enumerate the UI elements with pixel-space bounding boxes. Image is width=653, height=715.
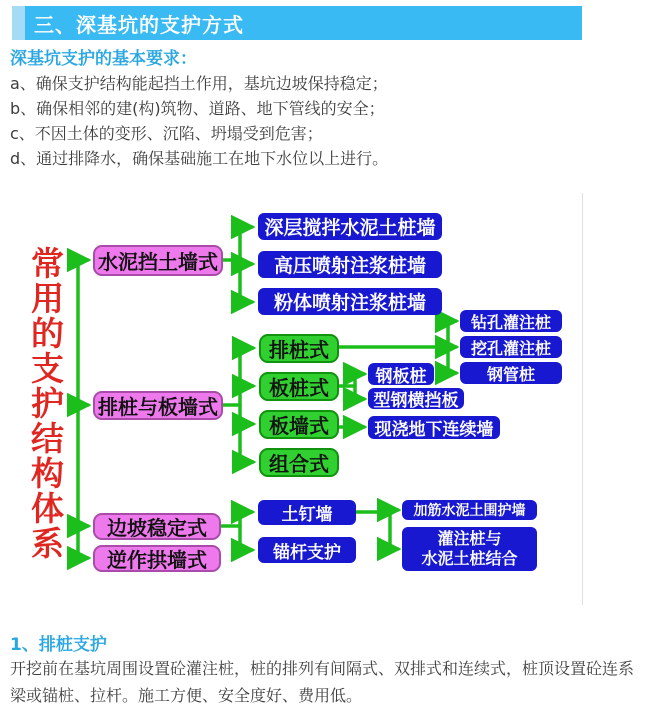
list-item-b: b、确保相邻的建(构)筑物、道路、地下管线的安全； <box>10 99 385 118</box>
node-reverse-arch-wall: 逆作拱墙式 <box>93 545 221 572</box>
combo-line2: 水泥土桩结合 <box>421 549 518 568</box>
node-slope-stability: 边坡稳定式 <box>93 513 221 540</box>
banner-accent-stripe <box>12 6 25 40</box>
node-bored-cast-pile: 钻孔灌注桩 <box>460 310 562 332</box>
intro-heading: 深基坑支护的基本要求： <box>10 49 197 69</box>
node-reinforced-cement-wall: 加筋水泥土围护墙 <box>402 500 537 520</box>
node-sheet-pile-type: 板桩式 <box>259 372 339 401</box>
node-steel-pipe-pile: 钢管桩 <box>460 362 562 384</box>
combo-line1: 灌注桩与 <box>437 529 502 548</box>
node-powder-jet-grouting: 粉体喷射注浆桩墙 <box>258 288 442 315</box>
node-cement-retaining-wall: 水泥挡土墙式 <box>93 245 223 276</box>
node-cast-pile-cement-combo <box>402 527 537 571</box>
node-deep-mixing-pile-wall: 深层搅拌水泥土桩墙 <box>258 213 442 240</box>
section1-paragraph: 开挖前在基坑周围设置砼灌注桩，桩的排列有间隔式、双排式和连续式，桩顶设置砼连系梁或锚桩、拉杆。施工方便、安全度好、费用低。 <box>10 659 635 705</box>
node-steel-sheet-pile: 钢板桩 <box>368 363 434 385</box>
section1-heading: 1、排桩支护 <box>10 635 107 655</box>
node-cast-diaphragm-wall: 现浇地下连续墙 <box>368 416 500 439</box>
node-anchor-rod-support: 锚杆支护 <box>258 537 356 563</box>
diagram-root-label: 常用的支护结构体系 <box>26 246 65 561</box>
requirements-list <box>10 71 640 171</box>
node-combined-type: 组合式 <box>259 448 339 477</box>
node-dug-cast-pile: 挖孔灌注桩 <box>460 336 562 358</box>
list-item-a: a、确保支护结构能起挡土作用，基坑边坡保持稳定； <box>10 74 388 93</box>
node-section-steel-baffle: 型钢横挡板 <box>368 388 464 409</box>
list-item-d: d、通过排降水，确保基础施工在地下水位以上进行。 <box>10 149 389 168</box>
node-pile-and-plate-wall: 排桩与板墙式 <box>93 391 223 420</box>
node-high-pressure-jet-grouting: 高压喷射注浆桩墙 <box>258 251 442 278</box>
list-item-c: c、不因土体的变形、沉陷、坍塌受到危害； <box>10 124 323 143</box>
section-header-banner <box>25 6 582 40</box>
node-soil-nail-wall: 土钉墙 <box>258 500 356 525</box>
node-plate-wall-type: 板墙式 <box>259 410 339 439</box>
node-row-pile-type: 排桩式 <box>259 334 339 363</box>
page-title: 三、深基坑的支护方式 <box>34 12 244 37</box>
diagram-right-border <box>582 193 583 605</box>
